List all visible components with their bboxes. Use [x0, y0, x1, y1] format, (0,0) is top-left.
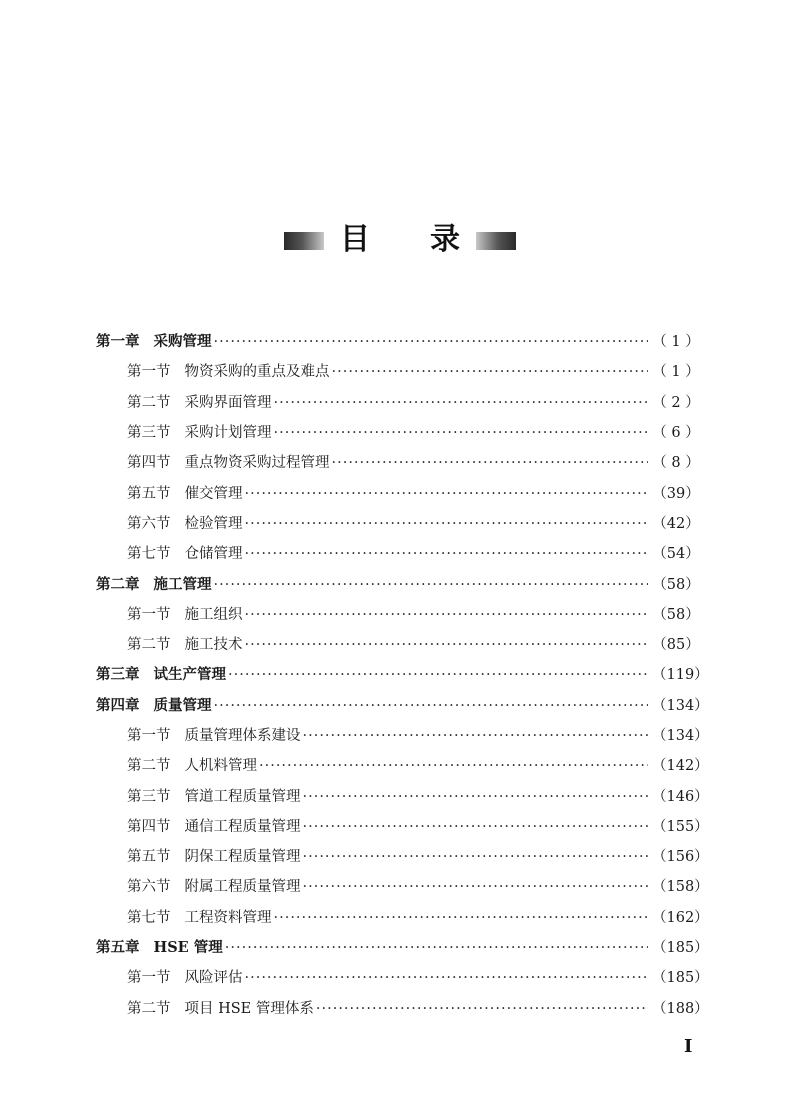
toc-section-entry[interactable]: [0, 963, 800, 993]
toc-leader-dots: [303, 788, 649, 806]
toc-section-entry[interactable]: [0, 842, 800, 872]
toc-entry-page: （146）: [652, 788, 709, 805]
toc-section-entry[interactable]: [0, 448, 800, 478]
toc-entry-page: （58）: [652, 606, 700, 623]
toc-entry-label: 第三章: [96, 666, 140, 684]
toc-entry-title: 通信工程质量管理: [184, 818, 301, 835]
toc-entry-page: （ 1 ）: [652, 364, 700, 381]
toc-section-entry[interactable]: [0, 872, 800, 902]
toc-entry-label: 第一节: [127, 970, 171, 987]
toc-section-entry[interactable]: [0, 994, 800, 1024]
toc-entry-page: （188）: [652, 1000, 709, 1017]
toc-entry-title: 重点物资采购过程管理: [184, 455, 330, 472]
toc-section-entry[interactable]: [0, 509, 800, 539]
toc-entry-page: （155）: [652, 818, 709, 835]
toc-entry-title: 管道工程质量管理: [184, 788, 301, 805]
heading-char-1: 目: [340, 222, 370, 257]
toc-leader-dots: [274, 424, 649, 442]
toc-entry-page: （119）: [652, 667, 709, 684]
toc-leader-dots: [274, 394, 649, 412]
toc-entry-title: 试生产管理: [153, 666, 226, 684]
toc-leader-dots: [245, 515, 649, 533]
toc-leader-dots: [214, 697, 649, 715]
toc-leader-dots: [332, 454, 649, 472]
toc-section-entry[interactable]: [0, 478, 800, 508]
toc-entry-title: 质量管理体系建设: [184, 728, 301, 744]
toc-chapter-entry[interactable]: [0, 660, 800, 690]
toc-entry-page: （134）: [652, 697, 709, 714]
toc-leader-dots: [259, 757, 648, 775]
toc-entry-label: 第一节: [127, 364, 171, 381]
toc-entry-label: 第三节: [127, 425, 171, 442]
toc-section-entry[interactable]: [0, 539, 800, 569]
toc-entry-title: 采购管理: [153, 333, 212, 351]
toc-entry-label: 第七节: [127, 909, 171, 926]
toc-section-entry[interactable]: [0, 903, 800, 933]
toc-entry-page: （85）: [652, 637, 700, 654]
toc-entry-title: 催交管理: [184, 485, 243, 502]
toc-section-entry[interactable]: [0, 600, 800, 630]
toc-leader-dots: [316, 1000, 648, 1018]
toc-entry-label: 第六节: [127, 515, 171, 532]
toc-entry-page: （156）: [652, 849, 709, 866]
toc-leader-dots: [245, 485, 649, 503]
toc-entry-page: （158）: [652, 879, 709, 896]
toc-leader-dots: [303, 727, 649, 745]
toc-entry-label: 第四节: [127, 818, 171, 835]
toc-leader-dots: [245, 636, 649, 654]
toc-entry-label: 第二节: [127, 758, 171, 775]
toc-entry-title: 检验管理: [184, 515, 243, 532]
toc-chapter-entry[interactable]: [0, 569, 800, 599]
toc-entry-title: HSE 管理: [153, 939, 223, 957]
toc-entry-page: （185）: [652, 940, 709, 957]
toc-section-entry[interactable]: [0, 388, 800, 418]
toc-leader-dots: [245, 969, 649, 987]
toc-section-entry[interactable]: [0, 781, 800, 811]
toc-section-entry[interactable]: [0, 812, 800, 842]
toc-chapter-entry[interactable]: [0, 327, 800, 357]
toc-entry-label: 第一节: [127, 728, 171, 744]
toc-entry-page: （134）: [652, 728, 709, 744]
toc-section-entry[interactable]: [0, 630, 800, 660]
toc-chapter-entry[interactable]: [0, 933, 800, 963]
toc-entry-title: 施工组织: [184, 606, 243, 623]
toc-chapter-entry[interactable]: [0, 691, 800, 721]
toc-entry-title: 施工技术: [184, 637, 243, 654]
heading-char-2: 录: [430, 222, 460, 257]
toc-entry-page: （162）: [652, 909, 709, 926]
toc-leader-dots: [245, 606, 649, 624]
table-of-contents: [0, 327, 800, 1024]
toc-entry-title: 仓储管理: [184, 546, 243, 563]
toc-entry-title: 物资采购的重点及难点: [184, 364, 330, 381]
toc-entry-page: （ 2 ）: [652, 394, 700, 411]
toc-entry-label: 第七节: [127, 546, 171, 563]
toc-entry-page: （54）: [652, 546, 700, 563]
toc-entry-page: （42）: [652, 515, 700, 532]
toc-leader-dots: [303, 848, 649, 866]
toc-entry-title: 施工管理: [153, 575, 212, 593]
toc-entry-title: 阴保工程质量管理: [184, 849, 301, 866]
toc-leader-dots: [303, 818, 649, 836]
toc-section-entry[interactable]: [0, 721, 800, 751]
toc-entry-page: （39）: [652, 485, 700, 502]
toc-entry-title: 采购计划管理: [184, 425, 272, 442]
toc-leader-dots: [303, 878, 649, 896]
toc-entry-title: 项目 HSE 管理体系: [184, 1000, 314, 1017]
toc-entry-title: 附属工程质量管理: [184, 879, 301, 896]
toc-entry-label: 第四节: [127, 455, 171, 472]
toc-section-entry[interactable]: [0, 751, 800, 781]
toc-entry-page: （ 1 ）: [652, 334, 700, 351]
toc-leader-dots: [214, 576, 649, 594]
toc-entry-label: 第二章: [96, 575, 140, 593]
toc-entry-title: 质量管理: [153, 696, 212, 714]
toc-leader-dots: [245, 545, 649, 563]
toc-entry-label: 第三节: [127, 788, 171, 805]
toc-entry-title: 风险评估: [184, 970, 243, 987]
toc-entry-label: 第六节: [127, 879, 171, 896]
heading-left-bar: [284, 232, 324, 250]
toc-section-entry[interactable]: [0, 418, 800, 448]
toc-leader-dots: [332, 363, 649, 381]
toc-entry-page: （ 6 ）: [652, 425, 700, 442]
toc-entry-label: 第二节: [127, 637, 171, 654]
toc-entry-label: 第五章: [96, 939, 140, 957]
toc-leader-dots: [228, 666, 648, 684]
toc-leader-dots: [274, 909, 649, 927]
toc-entry-page: （58）: [652, 576, 700, 593]
page-number: I: [684, 1036, 693, 1057]
toc-entry-label: 第一章: [96, 333, 140, 351]
toc-leader-dots: [214, 333, 649, 351]
toc-section-entry[interactable]: [0, 357, 800, 387]
toc-entry-page: （142）: [652, 758, 709, 775]
toc-entry-label: 第二节: [127, 394, 171, 411]
toc-entry-label: 第四章: [96, 696, 140, 714]
heading-right-bar: [476, 232, 516, 250]
toc-entry-title: 工程资料管理: [184, 909, 272, 926]
toc-entry-label: 第五节: [127, 849, 171, 866]
toc-heading: [0, 222, 800, 262]
toc-entry-title: 采购界面管理: [184, 394, 272, 411]
toc-entry-title: 人机料管理: [184, 758, 257, 775]
toc-entry-label: 第一节: [127, 606, 171, 623]
toc-leader-dots: [225, 939, 648, 957]
toc-entry-label: 第五节: [127, 485, 171, 502]
toc-entry-label: 第二节: [127, 1000, 171, 1017]
toc-entry-page: （185）: [652, 970, 709, 987]
toc-entry-page: （ 8 ）: [652, 455, 700, 472]
